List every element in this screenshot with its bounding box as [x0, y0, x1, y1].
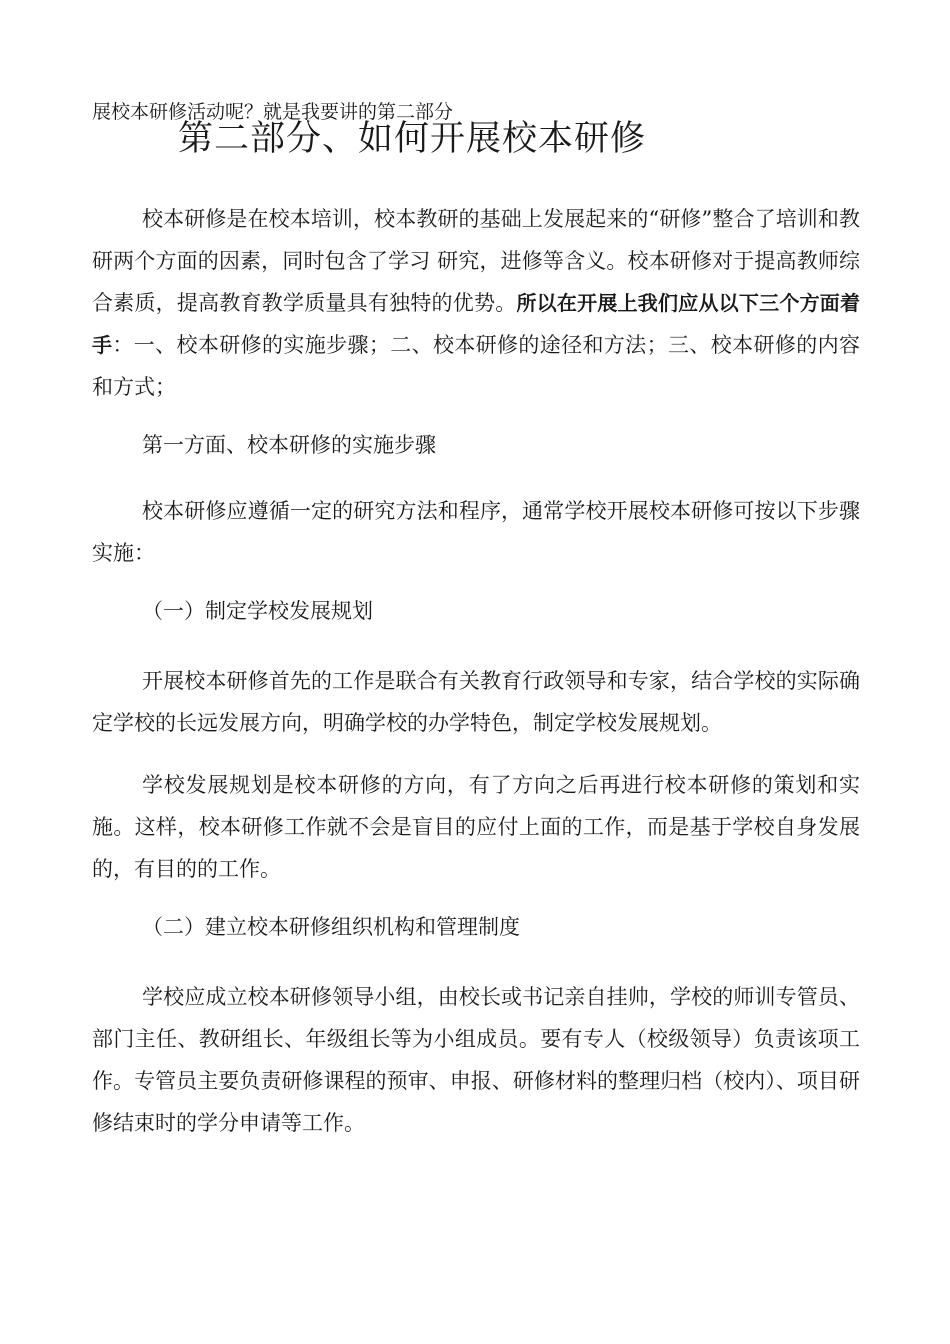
carry-over-text: 展校本研修活动呢？就是我要讲的第二部分 [92, 101, 454, 123]
step-two-heading: （二）建立校本研修组织机构和管理制度 [142, 915, 520, 939]
step-one-heading: （一）制定学校发展规划 [142, 599, 373, 623]
planning-paragraph: 学校发展规划是校本研修的方向，有了方向之后再进行校本研修的策划和实施。这样，校本研修工作就不会是盲目的应付上面的工作，而是基于学校自身发展的，有目的的工作。 [92, 773, 860, 881]
steps-intro-paragraph: 校本研修应遵循一定的研究方法和程序，通常学校开展校本研修可按以下步骤实施： [92, 499, 860, 565]
intro-bold-text: 所以在开展上我们应从以下三个方面着手 [92, 291, 861, 357]
step-one-paragraph: 开展校本研修首先的工作是联合有关教育行政领导和专家，结合学校的实际确定学校的长远发展方向，明确学校的办学特色，制定学校发展规划。 [92, 669, 860, 735]
intro-text-part2: ：一、校本研修的实施步骤；二、校本研修的途径和方法；三、校本研修的内容和方式； [92, 333, 861, 399]
aspect-one-heading: 第一方面、校本研修的实施步骤 [142, 433, 436, 457]
step-two-paragraph: 学校应成立校本研修领导小组，由校长或书记亲自挂帅，学校的师训专管员、部门主任、教研组长、年级组长等为小组成员。要有专人（校级领导）负责该项工作。专管员主要负责研修课程的预审、申报、研修材料的整理归档（校内）、项目研修结束时的学分申请等工作。 [92, 985, 860, 1135]
intro-paragraph [92, 198, 860, 408]
intro-text-part1: 校本研修是在校本培训，校本教研的基础上发展起来的“研修”整合了培训和教研两个方面的因素，同时包含了学习 研究，进修等含义。校本研修对于提高教师综合素质，提高教育教学质量具有独特的优势。 [92, 207, 860, 315]
section-title: 第二部分、如何开展校本研修 [178, 119, 647, 159]
